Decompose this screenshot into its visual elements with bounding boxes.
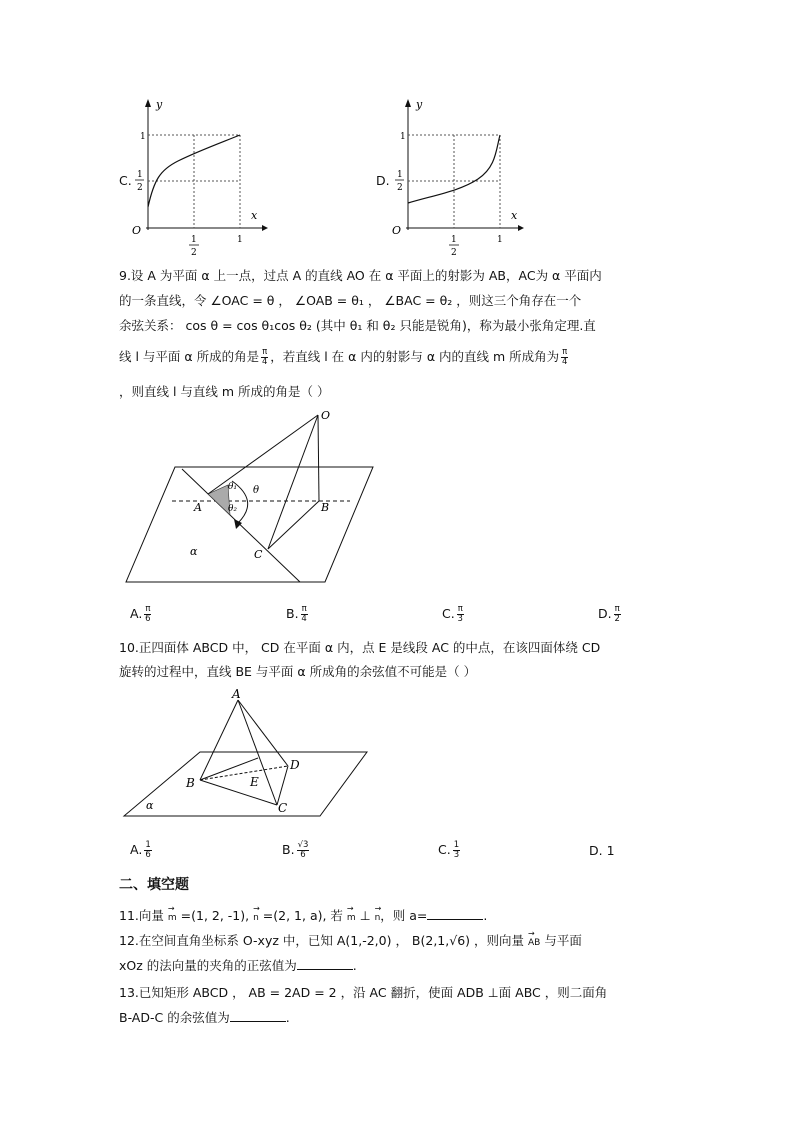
q9-line-ac xyxy=(182,469,300,582)
q10-option-c: C. $\frac{1}{3}$ xyxy=(438,840,460,860)
graph-d-xtick-half-num: 1 xyxy=(451,235,457,245)
graph-d-option-label: D. xyxy=(376,173,390,188)
q9-figure xyxy=(120,405,380,595)
graph-c-x-arrow xyxy=(262,225,268,231)
graph-d-ytick-1: 1 xyxy=(400,132,406,142)
graph-d-y-arrow xyxy=(405,99,411,107)
graph-c-xtick-half-den: 2 xyxy=(191,248,197,258)
q9-label-theta2: θ₂ xyxy=(228,504,238,514)
q9-line-bc xyxy=(268,501,319,549)
q10-plane-alpha xyxy=(124,752,367,816)
q13-line-1: 13.已知矩形 ABCD ， AB = 2AD = 2 ，沿 AC 翻折，使面 ADB ⊥面 ABC ，则二面角 xyxy=(119,985,608,1000)
q9-line-1: 9.设 A 为平面 α 上一点，过点 A 的直线 AO 在 α 平面上的射影为 AB，AC为 α 平面内 xyxy=(119,268,602,283)
graph-c-xtick-half-num: 1 xyxy=(191,235,197,245)
q10-label-alpha: α xyxy=(146,799,154,812)
q9-label-alpha: α xyxy=(190,545,198,558)
q9-line-4-a: 线 l 与平面 α 所成的角是 xyxy=(119,349,260,364)
q10-option-b: B. $\frac{√3}{6}$ xyxy=(282,840,309,860)
graph-c-x-label: x xyxy=(251,209,258,222)
q9-label-c: C xyxy=(254,548,263,561)
graph-c-option-label: C. xyxy=(119,173,132,188)
graph-c-y-label: y xyxy=(156,98,163,111)
q9-frac-pi-4-a: $\frac{\pi}{4}$ xyxy=(261,347,268,367)
graph-d xyxy=(380,95,540,265)
q9-line-oc xyxy=(268,415,318,549)
q10-label-a: A xyxy=(232,687,241,701)
q10-edge-bc xyxy=(200,780,277,805)
graph-c-ytick-1: 1 xyxy=(140,132,146,142)
q9-line-ao xyxy=(208,415,318,494)
q9-option-a: A. $\frac{\pi}{6}$ xyxy=(130,604,151,624)
graph-d-origin: O xyxy=(392,224,402,237)
q9-label-o: O xyxy=(321,409,331,422)
q9-line-4 xyxy=(119,348,570,367)
q11-vec-m-1: → m xyxy=(168,910,177,926)
q10-line-2: 旋转的过程中，直线 BE 与平面 α 所成角的余弦值不可能是（ ） xyxy=(119,664,477,679)
q10-label-d: D xyxy=(290,758,300,772)
q9-option-d: D. $\frac{\pi}{2}$ xyxy=(598,604,620,624)
q12-line-1: 12.在空间直角坐标系 O-xyz 中，已知 A(1,-2,0) ， B(2,1,√6) ，则向量 → AB 与平面 xyxy=(119,933,582,951)
graph-d-xtick-1: 1 xyxy=(497,235,503,245)
q9-line-3: 余弦关系： cos θ = cos θ₁cos θ₂ (其中 θ₁ 和 θ₂ 只能是锐角)，称为最小张角定理.直 xyxy=(119,318,596,333)
graph-c-ytick-half-den: 2 xyxy=(137,183,143,193)
q10-figure xyxy=(120,688,380,828)
q13-line-2: B-AD-C 的余弦值为 . xyxy=(119,1010,290,1025)
q9-frac-pi-4-b: $\frac{\pi}{4}$ xyxy=(562,347,568,367)
q10-edge-bd-dashed xyxy=(200,766,288,780)
graph-d-y-label: y xyxy=(416,98,423,111)
q11-answer-blank[interactable] xyxy=(427,908,483,920)
q10-label-b: B xyxy=(186,776,195,790)
q9-option-c: C. $\frac{\pi}{3}$ xyxy=(442,604,463,624)
q9-line-2: 的一条直线，令 ∠OAC = θ ， ∠OAB = θ₁ ， ∠BAC = θ₂ ，则这三个角存在一个 xyxy=(119,293,582,308)
q13-answer-blank[interactable] xyxy=(230,1010,286,1022)
graph-c xyxy=(120,95,280,265)
q12-line-2: xOz 的法向量的夹角的正弦值为 . xyxy=(119,958,357,973)
graph-d-x-arrow xyxy=(518,225,524,231)
q11-vec-m-2: → m xyxy=(347,910,356,926)
q11: 11.向量 → m =(1, 2, -1), → n =(2, 1, a), 若 → m ⊥ → n，则 a= . xyxy=(119,908,487,926)
q9-option-b: B. $\frac{\pi}{4}$ xyxy=(286,604,307,624)
q11-vec-n-2: → n xyxy=(375,910,381,926)
q9-label-b: B xyxy=(321,501,330,514)
q10-option-a: A. $\frac{1}{6}$ xyxy=(130,840,151,860)
q9-label-theta: θ xyxy=(253,485,260,496)
q10-label-e: E xyxy=(250,775,259,789)
q10-edge-cd xyxy=(277,766,288,805)
graph-c-origin: O xyxy=(132,224,142,237)
q12-vec-ab: → AB xyxy=(528,935,540,951)
q9-label-a: A xyxy=(194,501,202,514)
q10-option-d: D. 1 xyxy=(589,843,615,858)
q12-answer-blank[interactable] xyxy=(297,958,353,970)
q9-line-5: ，则直线 l 与直线 m 所成的角是（ ） xyxy=(119,384,330,399)
graph-d-xtick-half-den: 2 xyxy=(451,248,457,258)
q9-plane-alpha xyxy=(126,467,373,582)
q9-line-ob xyxy=(318,415,319,501)
graph-d-ytick-half-num: 1 xyxy=(397,170,403,180)
q11-vec-n-1: → n xyxy=(253,910,259,926)
q10-label-c: C xyxy=(278,801,288,815)
graph-c-xtick-1: 1 xyxy=(237,235,243,245)
q9-label-theta1: θ₁ xyxy=(228,482,238,492)
section-title: 二、填空题 xyxy=(119,877,189,893)
q10-line-1: 10.正四面体 ABCD 中， CD 在平面 α 内，点 E 是线段 AC 的中点，在该四面体绕 CD xyxy=(119,640,601,655)
q9-line-4-b: ，若直线 l 在 α 内的射影与 α 内的直线 m 所成角为 xyxy=(270,349,560,364)
graph-c-ytick-half-num: 1 xyxy=(137,170,143,180)
graph-c-y-arrow xyxy=(145,99,151,107)
graph-d-x-label: x xyxy=(511,209,518,222)
q9-shaded-angle xyxy=(208,485,230,515)
graph-d-ytick-half-den: 2 xyxy=(397,183,403,193)
q10-edge-ad xyxy=(238,700,288,766)
